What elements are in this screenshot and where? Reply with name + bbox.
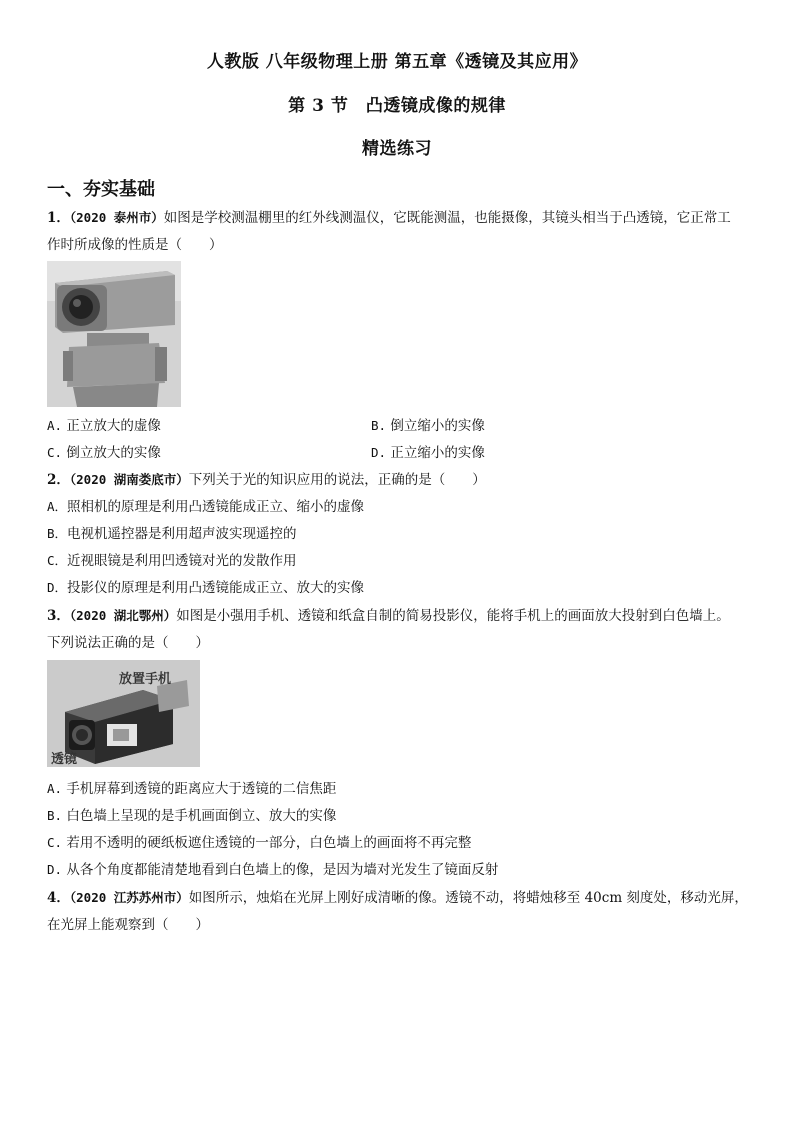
- question-4-line-2: 在光屏上能观察到（ ）: [47, 917, 209, 933]
- thermal-camera-image: [47, 261, 181, 407]
- question-2-option-c: C．近视眼镜是利用凹透镜对光的发散作用: [47, 553, 297, 569]
- section-title: 第 3 节 凸透镜成像的规律: [288, 96, 506, 116]
- image-label-phone-slot: 放置手机: [119, 672, 172, 687]
- question-1-line-1: [47, 209, 731, 227]
- question-1-line-2: 作时所成像的性质是（ ）: [47, 237, 223, 253]
- question-source: （2020 泰州市）: [69, 210, 164, 225]
- question-1-option-d: D. 正立缩小的实像: [371, 445, 485, 461]
- question-source: （2020 湖南娄底市）: [69, 472, 189, 487]
- question-number: 3．: [47, 608, 70, 624]
- question-2-option-d: D．投影仪的原理是利用凸透镜能成正立、放大的实像: [47, 580, 365, 596]
- projector-image: [47, 660, 200, 767]
- question-text: 下列关于光的知识应用的说法，正确的是（ ）: [188, 472, 486, 488]
- question-3-option-d: D. 从各个角度都能清楚地看到白色墙上的像，是因为墙对光发生了镜面反射: [47, 862, 499, 878]
- question-1-option-c: C. 倒立放大的实像: [47, 445, 161, 461]
- question-2-option-a: A．照相机的原理是利用凸透镜能成正立、缩小的虚像: [47, 499, 365, 515]
- question-number: 2．: [47, 472, 70, 488]
- question-2-option-b: B．电视机遥控器是利用超声波实现遥控的: [47, 526, 297, 542]
- section-heading-basics: 一、夯实基础: [47, 179, 155, 200]
- question-number: 4．: [47, 890, 70, 906]
- question-3-option-b: B. 白色墙上呈现的是手机画面倒立、放大的实像: [47, 808, 337, 824]
- exercise-title: 精选练习: [362, 139, 432, 159]
- thermal-camera-illustration: [47, 261, 181, 407]
- question-2-line-1: [47, 471, 486, 489]
- question-3-line-1: [47, 607, 730, 625]
- question-source: （2020 湖北鄂州）: [69, 608, 177, 623]
- question-3-option-c: C. 若用不透明的硬纸板遮住透镜的一部分，白色墙上的画面将不再完整: [47, 835, 472, 851]
- image-label-lens: 透镜: [51, 752, 78, 767]
- question-text: 如图是小强用手机、透镜和纸盒自制的简易投影仪，能将手机上的画面放大投射到白色墙上。: [176, 608, 730, 624]
- question-text: 如图是学校测温棚里的红外线测温仪，它既能测温，也能摄像，其镜头相当于凸透镜，它正常工: [163, 210, 731, 226]
- document-title: 人教版 八年级物理上册 第五章《透镜及其应用》: [206, 52, 588, 72]
- question-3-line-2: 下列说法正确的是（ ）: [47, 635, 209, 651]
- question-3-option-a: A. 手机屏幕到透镜的距离应大于透镜的二信焦距: [47, 781, 337, 797]
- question-text: 如图所示，烛焰在光屏上刚好成清晰的像。透镜不动，将蜡烛移至 40cm 刻度处，移动光屏，: [188, 890, 748, 906]
- question-1-option-b: B. 倒立缩小的实像: [371, 418, 485, 434]
- question-number: 1．: [47, 210, 70, 226]
- question-4-line-1: [47, 889, 748, 907]
- question-source: （2020 江苏苏州市）: [69, 890, 189, 905]
- question-1-option-a: A. 正立放大的虚像: [47, 418, 161, 434]
